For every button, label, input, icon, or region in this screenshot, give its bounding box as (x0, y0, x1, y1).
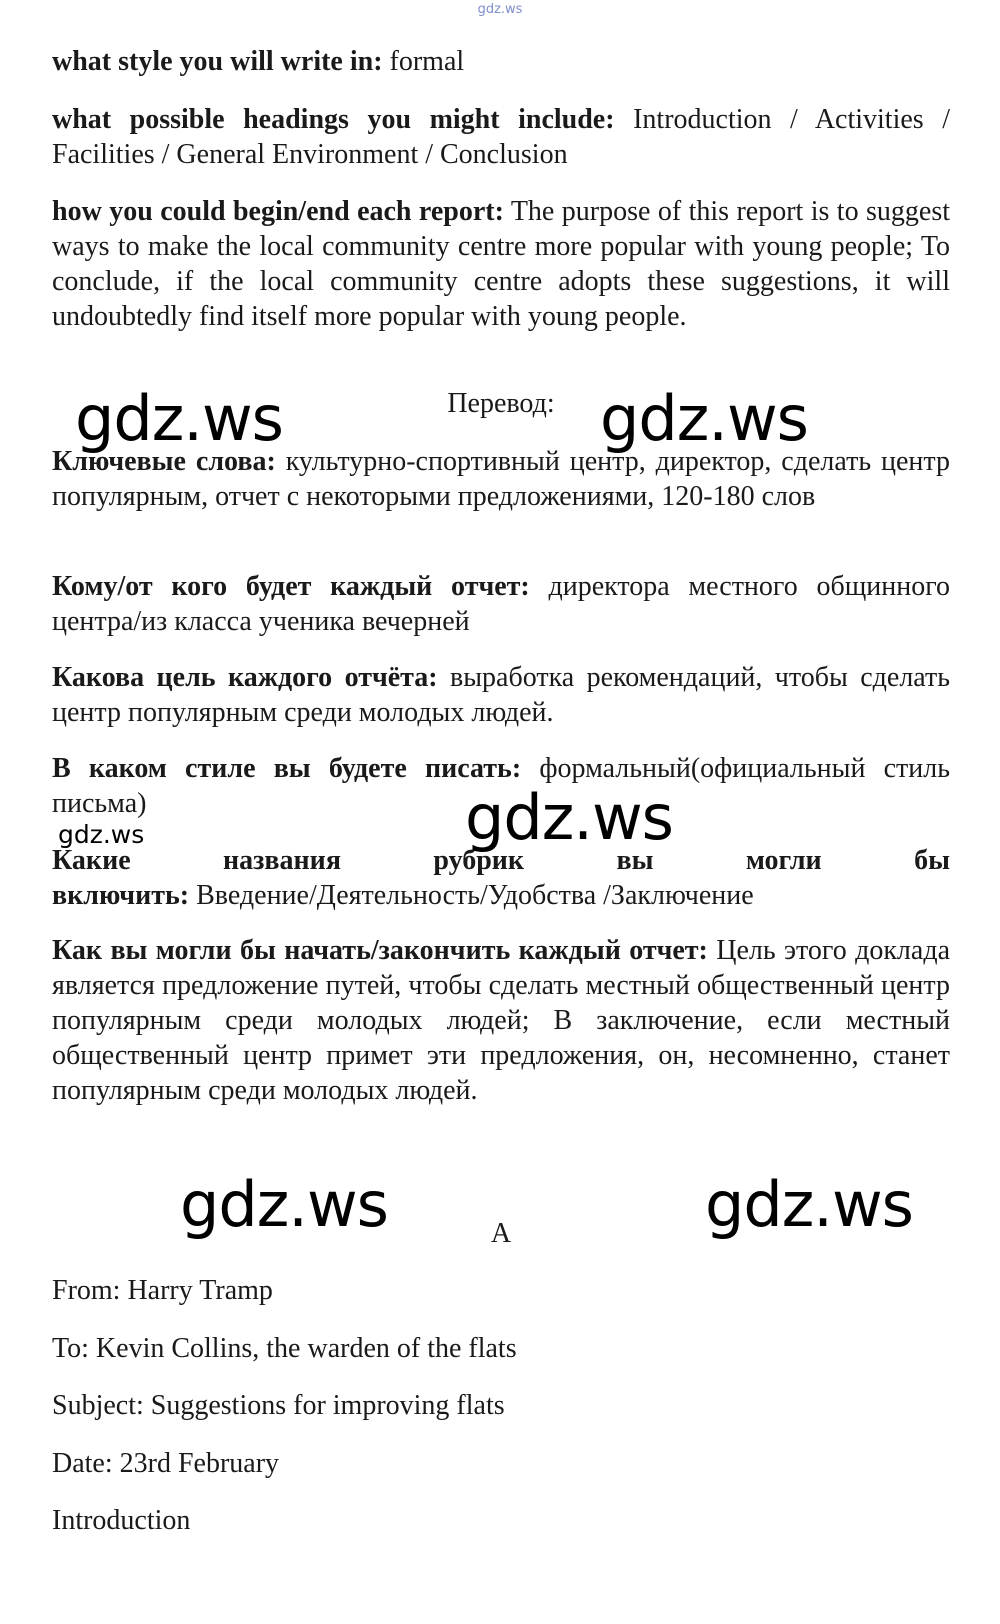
ru-keywords-label: Ключевые слова: (52, 446, 276, 477)
ru-headings-second-line (52, 878, 950, 913)
en-headings-text: Introduction / Activities / Facilities / General Environment / Conclusion (52, 104, 950, 170)
ru-to-from-text: директора местного общинного центра/из класса ученика вечерней (52, 571, 951, 637)
ru-keywords-text: культурно-спортивный центр, директор, сделать центр популярным, отчет с некоторыми предложениями, 120-180 слов (52, 446, 950, 512)
ru-purpose-label: Какова цель каждого отчёта: (52, 662, 438, 693)
translation-heading: Перевод: (447, 388, 555, 419)
ru-to-from-label: Кому/от кого будет каждый отчет: (52, 571, 530, 602)
en-headings-paragraph (52, 102, 950, 172)
ru-style-label: В каком стиле вы будете писать: (52, 753, 522, 784)
watermark-logo: gdz.ws (600, 382, 808, 455)
ru-headings-label-word: вы (616, 845, 654, 876)
en-begin-end-text: The purpose of this report is to suggest ways to make the local community centre more popular with young people; To conclude, if the local community centre adopts these suggestions, it will undoubtedly find itself more popular with young people. (52, 196, 950, 332)
en-begin-end-paragraph (52, 194, 950, 334)
ru-headings-label-end: включить: (52, 880, 190, 911)
ru-headings-label-word: рубрик (433, 845, 525, 876)
en-style-text: formal (382, 46, 465, 77)
report-date: Date: 23rd February (52, 1448, 280, 1479)
report-subject: Subject: Suggestions for improving flats (52, 1390, 505, 1421)
watermark-logo-small: gdz.ws (58, 820, 145, 849)
en-style-label: what style you will write in: (52, 46, 383, 77)
watermark-logo: gdz.ws (705, 1168, 913, 1241)
top-watermark: gdz.ws (477, 2, 523, 17)
report-from: From: Harry Tramp (52, 1275, 273, 1306)
report-to: To: Kevin Collins, the warden of the flats (52, 1333, 517, 1364)
ru-purpose-paragraph (52, 660, 950, 730)
ru-headings-label-word: могли (745, 845, 822, 876)
report-introduction-heading: Introduction (52, 1505, 191, 1536)
section-letter: A (490, 1218, 512, 1249)
ru-begin-end-paragraph (52, 933, 950, 1108)
en-headings-label: what possible headings you might include: (52, 104, 615, 135)
ru-headings-text: Введение/Деятельность/Удобства /Заключение (189, 880, 754, 911)
en-style-paragraph (52, 44, 950, 79)
ru-headings-label-word: Какие (52, 845, 131, 876)
ru-purpose-text: выработка рекомендаций, чтобы сделать центр популярным среди молодых людей. (52, 662, 950, 728)
ru-style-text: формальный(официальный стиль письма) (52, 753, 951, 819)
watermark-logo: gdz.ws (465, 781, 673, 854)
ru-to-from-paragraph (52, 569, 950, 639)
ru-headings-label-word: названия (223, 845, 341, 876)
ru-headings-label-word: бы (914, 845, 950, 876)
ru-begin-end-label: Как вы могли бы начать/закончить каждый отчет: (52, 935, 708, 966)
watermark-logo: gdz.ws (75, 382, 283, 455)
watermark-logo: gdz.ws (180, 1168, 388, 1241)
ru-begin-end-text: Цель этого доклада является предложение путей, чтобы сделать местный общественный центр популярным среди молодых людей; В заключение, если местный общественный центр примет эти предложения, он, несомненно, станет популярным среди молодых людей. (52, 935, 950, 1106)
en-begin-end-label: how you could begin/end each report: (52, 196, 504, 227)
